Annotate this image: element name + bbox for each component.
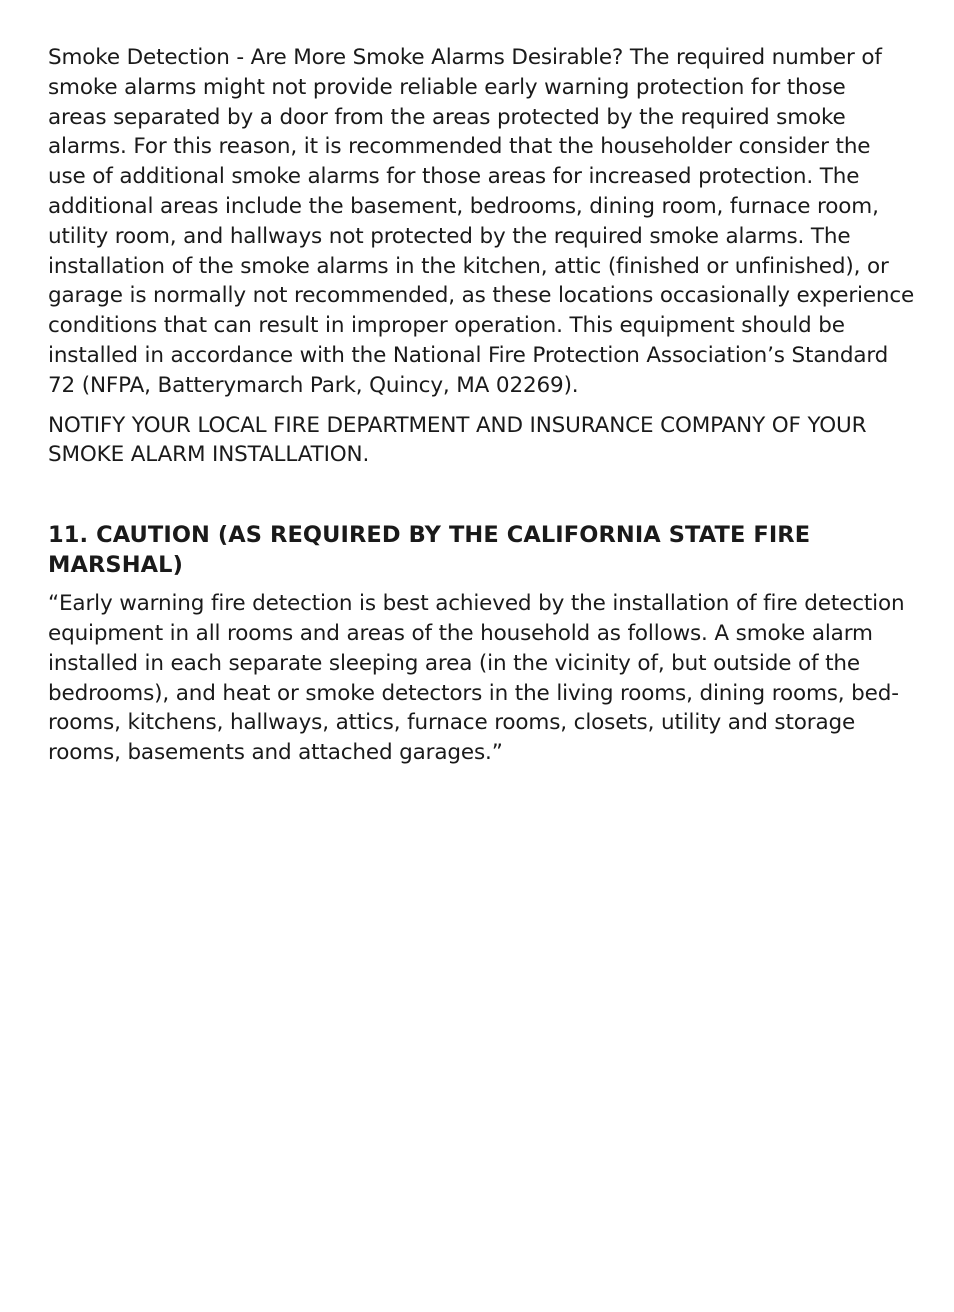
text-line: 72 (NFPA, Batterymarch Park, Quincy, MA 02269). (48, 372, 579, 398)
text-line: installed in accordance with the National Fire Protection Association’s Standard (48, 342, 889, 368)
text-line: conditions that can result in improper operation. This equipment should be (48, 313, 845, 339)
document-page (48, 43, 915, 768)
text-line: utility room, and hallways not protected by the required smoke alarms. The (48, 223, 851, 249)
text-line: installed in each separate sleeping area (in the vicinity of, but outside of the (48, 650, 860, 676)
text-line: smoke alarms might not provide reliable early warning protection for those (48, 74, 846, 100)
heading-line: MARSHAL) (48, 552, 183, 579)
text-line: installation of the smoke alarms in the kitchen, attic (finished or unfinished), or (48, 253, 889, 279)
section-heading-caution (48, 520, 910, 580)
text-line: “Early warning fire detection is best achieved by the installation of fire detection (48, 591, 905, 617)
smoke-detection-paragraph (48, 43, 915, 401)
text-line: additional areas include the basement, bedrooms, dining room, furnace room, (48, 193, 879, 219)
text-line: rooms, kitchens, hallways, attics, furnace rooms, closets, utility and storage (48, 710, 856, 736)
text-line: garage is normally not recommended, as these locations occasionally experience (48, 283, 915, 309)
text-line: Smoke Detection - Are More Smoke Alarms Desirable? The required number of (48, 45, 882, 70)
text-line: use of additional smoke alarms for those areas for increased protection. The (48, 164, 860, 190)
text-line: equipment in all rooms and areas of the household as follows. A smoke alarm (48, 620, 873, 646)
text-line: NOTIFY YOUR LOCAL FIRE DEPARTMENT AND INSURANCE COMPANY OF YOUR (48, 412, 867, 438)
heading-line: 11. CAUTION (AS REQUIRED BY THE CALIFORNIA STATE FIRE (48, 522, 811, 549)
notify-paragraph (48, 411, 910, 471)
text-line: SMOKE ALARM INSTALLATION. (48, 442, 370, 468)
text-line: areas separated by a door from the areas protected by the required smoke (48, 104, 846, 130)
text-line: rooms, basements and attached garages.” (48, 740, 503, 766)
text-line: bedrooms), and heat or smoke detectors in the living rooms, dining rooms, bed- (48, 680, 899, 706)
caution-quote-paragraph (48, 589, 910, 768)
text-line: alarms. For this reason, it is recommended that the householder consider the (48, 134, 871, 160)
